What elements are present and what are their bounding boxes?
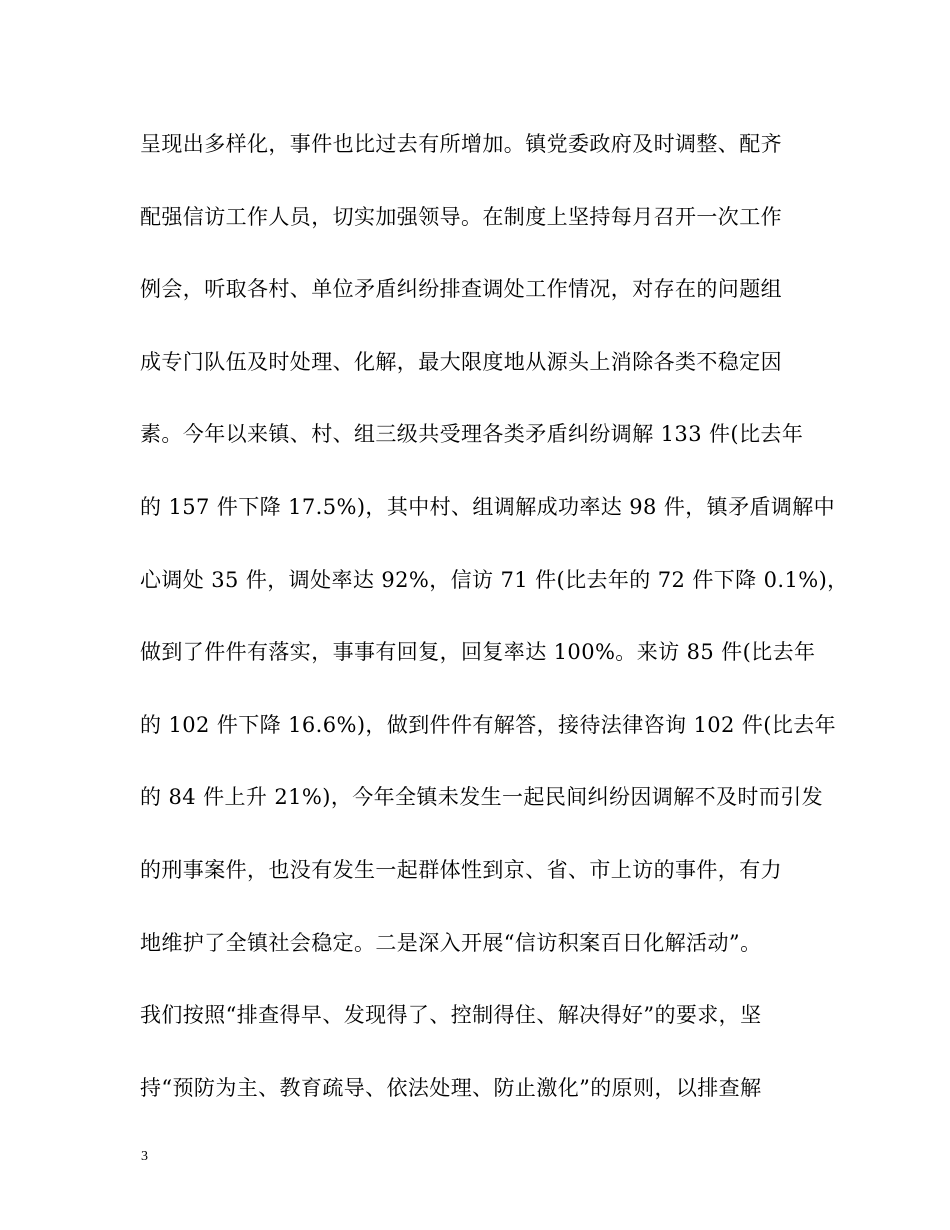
text-line: 配强信访工作人员，切实加强领导。在制度上坚持每月召开一次工作 — [140, 204, 782, 229]
text-line: 例会，听取各村、单位矛盾纠纷排查调处工作情况，对存在的问题组 — [140, 277, 782, 302]
text-line: 的 84 件上升 21%)，今年全镇未发生一起民间纠纷因调解不及时而引发 — [140, 785, 824, 810]
text-line: 的刑事案件，也没有发生一起群体性到京、省、市上访的事件，有力 — [140, 857, 782, 882]
text-line: 地维护了全镇社会稳定。二是深入开展“信访积案百日化解活动”。 — [140, 930, 762, 955]
text-line: 心调处 35 件，调处率达 92%，信访 71 件(比去年的 72 件下降 0.1%)， — [140, 567, 849, 592]
text-line: 的 157 件下降 17.5%)，其中村、组调解成功率达 98 件，镇矛盾调解中 — [140, 494, 836, 519]
text-line: 呈现出多样化，事件也比过去有所增加。镇党委政府及时调整、配齐 — [140, 132, 782, 156]
page-number: 3 — [141, 1149, 148, 1164]
body-text — [140, 124, 849, 1140]
text-line: 我们按照“排查得早、发现得了、控制得住、解决得好”的要求，坚 — [140, 1003, 762, 1028]
text-line: 素。今年以来镇、村、组三级共受理各类矛盾纠纷调解 133 件(比去年 — [140, 422, 804, 447]
text-line: 成专门队伍及时处理、化解，最大限度地从源头上消除各类不稳定因 — [140, 349, 782, 374]
text-line: 持“预防为主、教育疏导、依法处理、防止激化”的原则，以排查解 — [140, 1075, 762, 1100]
text-line: 做到了件件有落实，事事有回复，回复率达 100%。来访 85 件(比去年 — [140, 640, 816, 665]
text-line: 的 102 件下降 16.6%)，做到件件有解答，接待法律咨询 102 件(比去年 — [140, 712, 837, 737]
